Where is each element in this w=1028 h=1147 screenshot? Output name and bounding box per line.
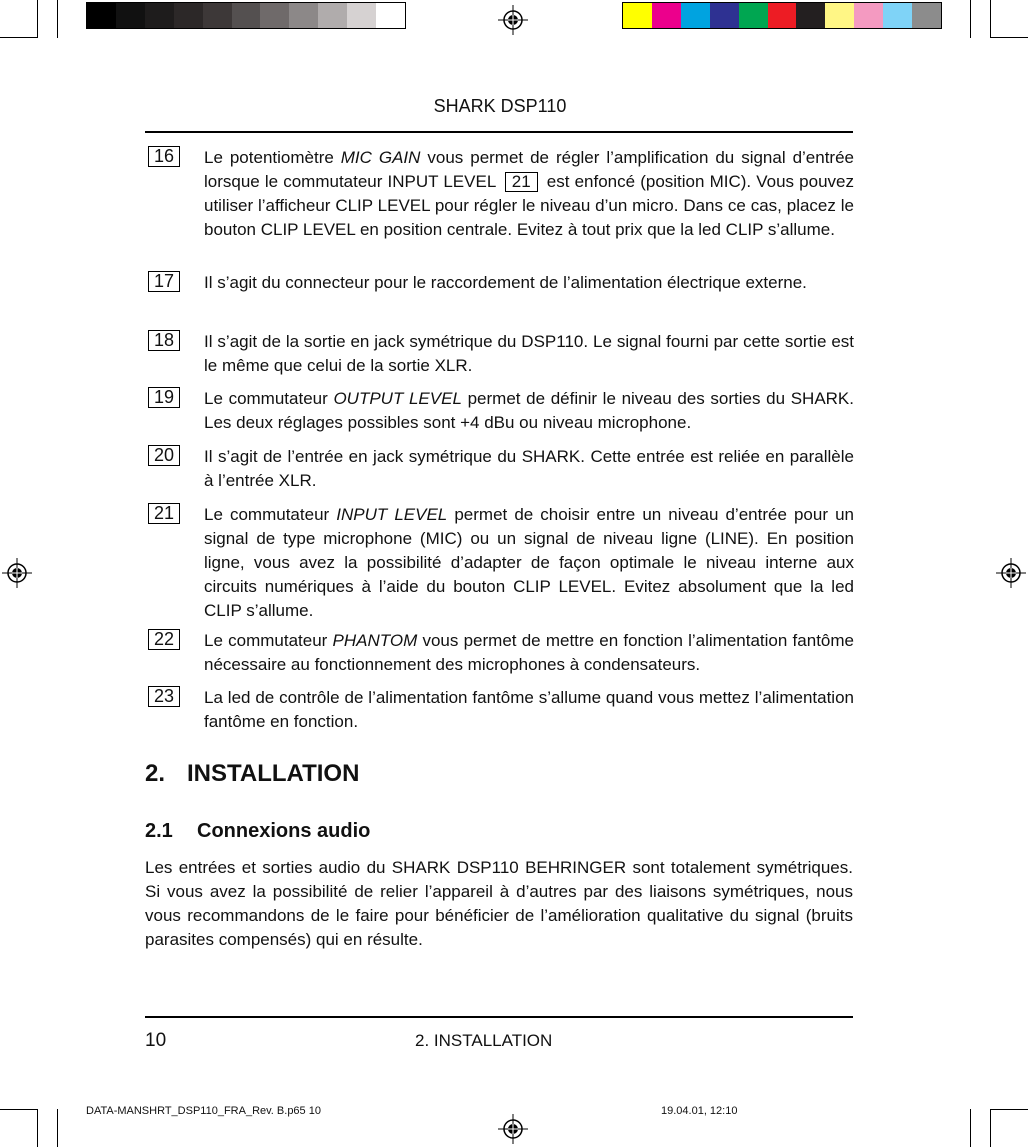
section-number: 2. [145, 760, 166, 787]
color-swatch [203, 3, 232, 28]
control-name: OUTPUT LEVEL [333, 389, 462, 408]
color-swatch [652, 3, 681, 28]
color-swatch [347, 3, 376, 28]
item-text: Le commutateur INPUT LEVEL permet de choisir entre un niveau d’entrée pour un signal de type microphone (MIC) ou un signal de niveau ligne (LINE). En position ligne, vous avez la possibilité d’adapter de façon optimale le niveau interne aux circuits numériques à l’aide du bouton CLIP LEVEL. Evitez absolument que la led CLIP s’allume. [204, 505, 854, 620]
page-number: 10 [145, 1030, 167, 1051]
footer-rule [145, 1016, 853, 1018]
color-swatch [318, 3, 347, 28]
crop-mark [37, 1109, 38, 1147]
color-swatch [796, 3, 825, 28]
slug-date: 19.04.01, 12:10 [661, 1105, 738, 1117]
color-swatch [376, 3, 405, 28]
registration-mark-icon [498, 1114, 528, 1144]
header-rule [145, 131, 853, 133]
body-paragraph: Les entrées et sorties audio du SHARK DSP110 BEHRINGER sont totalement symétriques. Si vous avez la possibilité de relier l’appareil à d’autres par des liaisons symétriques, nous vous recommandons de le faire pour bénéficier de l’amélioration qualitative du signal (bruits parasites compensés) qui en résulte. [145, 858, 853, 949]
crop-mark [990, 0, 991, 38]
control-name: PHANTOM [332, 631, 418, 650]
subsection-title: Connexions audio [197, 820, 371, 842]
item-text: Le commutateur OUTPUT LEVEL permet de définir le niveau des sorties du SHARK. Les deux réglages possibles sont +4 dBu ou niveau microphone. [204, 389, 854, 432]
item-text: Le potentiomètre MIC GAIN vous permet de régler l’amplification du signal d’entrée lorsque le commutateur INPUT LEVEL 21 est enfoncé (position MIC). Vous pouvez utiliser l’afficheur CLIP LEVEL pour régler le niveau d’un micro. Dans ce cas, placez le bouton CLIP LEVEL en position centrale. Evitez à tout prix que la led CLIP s’allume. [204, 148, 854, 239]
registration-mark-icon [2, 558, 32, 588]
color-swatch [768, 3, 797, 28]
color-swatch [854, 3, 883, 28]
crop-mark [970, 0, 971, 38]
item-number: 18 [148, 330, 180, 351]
color-bar [622, 2, 942, 29]
registration-mark-icon [996, 558, 1026, 588]
item-text: Il s’agit de l’entrée en jack symétrique du SHARK. Cette entrée est reliée en parallèle à l’entrée XLR. [204, 447, 854, 490]
item-text: Le commutateur PHANTOM vous permet de mettre en fonction l’alimentation fantôme nécessaire au fonctionnement des microphones à condensateurs. [204, 631, 854, 674]
subsection-heading [145, 820, 370, 843]
item-number: 16 [148, 146, 180, 167]
running-header: SHARK DSP110 [433, 96, 567, 116]
crop-mark [57, 0, 58, 38]
slug-filename: DATA-MANSHRT_DSP110_FRA_Rev. B.p65 10 [86, 1105, 321, 1117]
section-heading [145, 760, 359, 788]
grayscale-bar [86, 2, 406, 29]
color-swatch [289, 3, 318, 28]
item-text: Il s’agit du connecteur pour le raccordement de l’alimentation électrique externe. [204, 273, 807, 292]
item-number: 20 [148, 445, 180, 466]
item-number: 22 [148, 629, 180, 650]
footer-section: 2. INSTALLATION [415, 1031, 553, 1050]
color-swatch [87, 3, 116, 28]
color-swatch [739, 3, 768, 28]
color-swatch [174, 3, 203, 28]
subsection-number: 2.1 [145, 820, 173, 842]
item-number: 23 [148, 686, 180, 707]
item-text: Il s’agit de la sortie en jack symétrique du DSP110. Le signal fourni par cette sortie est le même que celui de la sortie XLR. [204, 332, 854, 375]
color-swatch [232, 3, 261, 28]
section-title: INSTALLATION [187, 760, 360, 787]
item-number: 19 [148, 387, 180, 408]
crop-mark [970, 1109, 971, 1147]
crop-mark [37, 0, 38, 38]
color-swatch [912, 3, 941, 28]
item-text: La led de contrôle de l’alimentation fantôme s’allume quand vous mettez l’alimentation fantôme en fonction. [204, 688, 854, 731]
control-name: INPUT LEVEL [336, 505, 448, 524]
color-swatch [681, 3, 710, 28]
crop-mark [990, 37, 1028, 38]
item-reference: 21 [505, 172, 538, 192]
color-swatch [825, 3, 854, 28]
color-swatch [116, 3, 145, 28]
item-number: 17 [148, 271, 180, 292]
crop-mark [57, 1109, 58, 1147]
item-number: 21 [148, 503, 180, 524]
color-swatch [623, 3, 652, 28]
registration-mark-icon [498, 5, 528, 35]
color-swatch [710, 3, 739, 28]
crop-mark [0, 37, 38, 38]
crop-mark [0, 1109, 38, 1110]
crop-mark [990, 1109, 991, 1147]
color-swatch [260, 3, 289, 28]
color-swatch [883, 3, 912, 28]
color-swatch [145, 3, 174, 28]
control-name: MIC GAIN [340, 148, 421, 167]
crop-mark [990, 1109, 1028, 1110]
